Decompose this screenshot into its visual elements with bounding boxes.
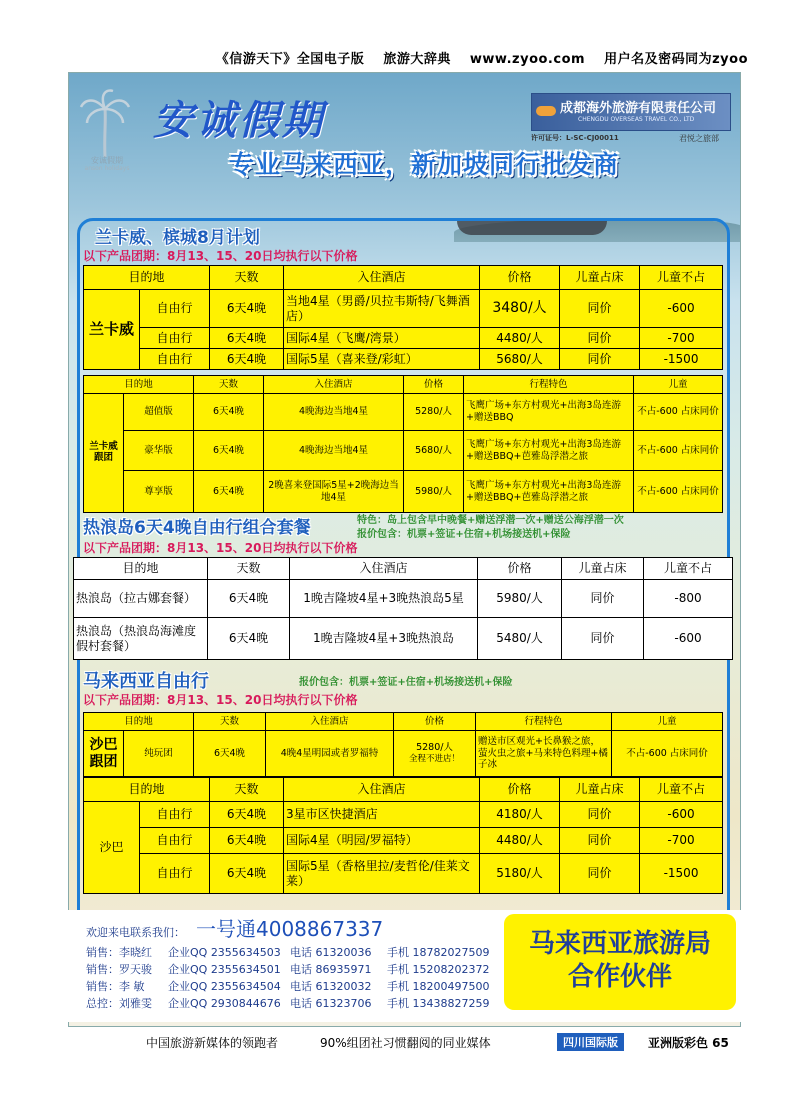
slogan: 专业马来西亚，新加坡同行批发商 bbox=[229, 150, 620, 179]
contact-mobile[interactable]: 手机 15208202372 bbox=[387, 963, 490, 976]
type-cell: 自由行 bbox=[140, 828, 210, 854]
header-cell: 入住酒店 bbox=[266, 713, 394, 731]
header-cell: 天数 bbox=[194, 713, 266, 731]
price-cell: 5680/人 bbox=[480, 349, 560, 370]
table-row bbox=[84, 828, 723, 854]
child-bed-cell: 同价 bbox=[562, 618, 644, 660]
contact-tel[interactable]: 电话 61323706 bbox=[290, 997, 372, 1010]
type-cell: 自由行 bbox=[140, 802, 210, 828]
days-cell: 6天4晚 bbox=[194, 731, 266, 777]
child-nobed-cell: -600 bbox=[644, 618, 733, 660]
price-value: 5280/人 bbox=[416, 742, 453, 754]
days-cell: 6天4晚 bbox=[210, 802, 284, 828]
hotel-cell: 4晚4星明园或者罗福特 bbox=[266, 731, 394, 777]
child-cell: 不占-600 占床同价 bbox=[612, 731, 723, 777]
header-cell: 价格 bbox=[480, 778, 560, 802]
feature-cell: 飞鹰广场+东方村观光+出海3岛连游+赠送BBQ+芭雅岛浮潜之旅 bbox=[464, 431, 634, 471]
destination-cell: 沙巴跟团 bbox=[84, 731, 124, 777]
partner-badge bbox=[504, 914, 736, 1010]
table-row bbox=[84, 854, 723, 894]
contact-row bbox=[86, 944, 489, 960]
palm-tree-icon bbox=[79, 87, 131, 157]
child-cell: 不占-600 占床同价 bbox=[634, 431, 723, 471]
magazine-title: 《信游天下》全国电子版 bbox=[215, 52, 365, 67]
price-cell: 5280/人 bbox=[404, 394, 464, 431]
feature-cell: 飞鹰广场+东方村观光+出海3岛连游+赠送BBQ+芭雅岛浮潜之旅 bbox=[464, 471, 634, 513]
header-cell: 入住酒店 bbox=[290, 558, 478, 580]
contact-role: 销售：罗天骏 bbox=[86, 963, 152, 976]
header-cell: 入住酒店 bbox=[264, 376, 404, 394]
header-cell: 入住酒店 bbox=[284, 266, 480, 290]
table-row bbox=[84, 431, 723, 471]
child-bed-cell: 同价 bbox=[562, 580, 644, 618]
sabah-group-table bbox=[83, 712, 723, 777]
contact-mobile[interactable]: 手机 18782027509 bbox=[387, 946, 490, 959]
header-cell: 天数 bbox=[210, 266, 284, 290]
contact-role: 总控：刘雅雯 bbox=[86, 997, 152, 1010]
table-header-row bbox=[84, 376, 723, 394]
header-cell: 价格 bbox=[480, 266, 560, 290]
table-row bbox=[74, 618, 733, 660]
header-cell: 天数 bbox=[194, 376, 264, 394]
child-cell: 不占-600 占床同价 bbox=[634, 471, 723, 513]
hotel-cell: 4晚海边当地4星 bbox=[264, 394, 404, 431]
contact-qq[interactable]: 企业QQ 2355634504 bbox=[168, 980, 281, 993]
table-row bbox=[84, 290, 723, 328]
type-cell: 纯玩团 bbox=[124, 731, 194, 777]
table-row bbox=[84, 394, 723, 431]
price-cell: 4480/人 bbox=[480, 328, 560, 349]
redang-table bbox=[73, 557, 733, 660]
agency-name: 成都海外旅游有限责任公司 bbox=[560, 101, 717, 116]
logo-caption: 安诚假期 bbox=[91, 156, 123, 165]
site-link[interactable]: www.zyoo.com bbox=[469, 52, 586, 67]
header-cell: 儿童占床 bbox=[562, 558, 644, 580]
contact-tel[interactable]: 电话 61320032 bbox=[290, 980, 372, 993]
section1-date-note: 以下产品团期：8月13、15、20日均执行以下价格 bbox=[83, 249, 358, 263]
hotel-cell: 3星市区快捷酒店 bbox=[284, 802, 480, 828]
child-bed-cell: 同价 bbox=[560, 802, 640, 828]
branch-name: 君悦之旅部 bbox=[679, 134, 719, 143]
header-cell: 儿童不占 bbox=[644, 558, 733, 580]
days-cell: 6天4晚 bbox=[208, 618, 290, 660]
days-cell: 6天4晚 bbox=[208, 580, 290, 618]
contact-row bbox=[86, 961, 489, 977]
type-cell: 自由行 bbox=[140, 290, 210, 328]
days-cell: 6天4晚 bbox=[194, 394, 264, 431]
brand-name: 安诚假期 bbox=[153, 97, 325, 144]
days-cell: 6天4晚 bbox=[210, 290, 284, 328]
top-banner bbox=[0, 48, 800, 67]
price-cell: 4180/人 bbox=[480, 802, 560, 828]
destination-cell: 沙巴 bbox=[84, 802, 140, 894]
days-cell: 6天4晚 bbox=[194, 431, 264, 471]
sabah-free-table bbox=[83, 777, 723, 894]
child-nobed-cell: -600 bbox=[640, 802, 723, 828]
child-bed-cell: 同价 bbox=[560, 349, 640, 370]
contact-row bbox=[86, 995, 489, 1011]
edition-badge: 四川国际版 bbox=[557, 1033, 624, 1051]
section2-date-note: 以下产品团期：8月13、15、20日均执行以下价格 bbox=[83, 541, 358, 555]
section-title-redang: 热浪岛6天4晚自由行组合套餐 bbox=[83, 518, 311, 538]
table-row bbox=[84, 731, 723, 777]
hotel-cell: 4晚海边当地4星 bbox=[264, 431, 404, 471]
header-cell: 儿童不占 bbox=[640, 266, 723, 290]
price-cell: 5680/人 bbox=[404, 431, 464, 471]
page-number: 亚洲版彩色 65 bbox=[648, 1036, 729, 1050]
partner-badge-line2: 合作伙伴 bbox=[567, 961, 672, 992]
section3-includes: 报价包含：机票+签证+住宿+机场接送机+保险 bbox=[299, 677, 513, 688]
advertisement-card bbox=[68, 72, 741, 1027]
header-cell: 目的地 bbox=[74, 558, 208, 580]
hotel-cell: 国际4星（飞鹰/湾景） bbox=[284, 328, 480, 349]
child-nobed-cell: -700 bbox=[640, 828, 723, 854]
header-cell: 目的地 bbox=[84, 266, 210, 290]
table-row bbox=[74, 580, 733, 618]
type-cell: 超值版 bbox=[124, 394, 194, 431]
header-cell: 行程特色 bbox=[464, 376, 634, 394]
feature-cell: 赠送市区观光+长鼻猴之旅，萤火虫之旅+马来特色料理+橘子冰 bbox=[476, 731, 612, 777]
days-cell: 6天4晚 bbox=[210, 349, 284, 370]
header-cell: 儿童不占 bbox=[640, 778, 723, 802]
header-cell: 天数 bbox=[210, 778, 284, 802]
table-header-row bbox=[84, 778, 723, 802]
agency-mark-icon bbox=[536, 106, 556, 116]
hotel-cell: 2晚喜来登国际5星+2晚海边当地4星 bbox=[264, 471, 404, 513]
type-cell: 自由行 bbox=[140, 854, 210, 894]
header-cell: 目的地 bbox=[84, 376, 194, 394]
table-row bbox=[84, 802, 723, 828]
contact-qq[interactable]: 企业QQ 2355634501 bbox=[168, 963, 281, 976]
partner-badge-line1: 马来西亚旅游局 bbox=[528, 929, 711, 959]
type-cell: 豪华版 bbox=[124, 431, 194, 471]
table-header-row bbox=[84, 266, 723, 290]
contact-role: 销售：李晓红 bbox=[86, 946, 152, 959]
agency-name-en: CHENGDU OVERSEAS TRAVEL CO., LTD bbox=[578, 116, 695, 123]
child-cell: 不占-600 占床同价 bbox=[634, 394, 723, 431]
header-cell: 价格 bbox=[478, 558, 562, 580]
contact-heading: 欢迎来电联系我们： bbox=[86, 926, 185, 939]
license-number: 许可证号：L-SC-CJ00011 bbox=[531, 134, 619, 142]
header-cell: 价格 bbox=[394, 713, 476, 731]
price-cell: 5180/人 bbox=[480, 854, 560, 894]
hotel-cell: 1晚吉隆坡4星+3晚热浪岛5星 bbox=[290, 580, 478, 618]
logo-caption-en: anson holidays bbox=[84, 165, 130, 172]
contact-role: 销售：李 敏 bbox=[86, 980, 145, 993]
header-cell: 目的地 bbox=[84, 713, 194, 731]
hotline-number[interactable]: 一号通4008867337 bbox=[196, 917, 384, 941]
destination-cell: 热浪岛（热浪岛海滩度假村套餐） bbox=[74, 618, 208, 660]
price-cell: 4480/人 bbox=[480, 828, 560, 854]
agency-logo bbox=[531, 93, 731, 131]
child-nobed-cell: -800 bbox=[644, 580, 733, 618]
days-cell: 6天4晚 bbox=[210, 828, 284, 854]
child-bed-cell: 同价 bbox=[560, 290, 640, 328]
destination-cell: 兰卡威 bbox=[84, 290, 140, 370]
header-cell: 儿童 bbox=[612, 713, 723, 731]
section3-date-note: 以下产品团期：8月13、15、20日均执行以下价格 bbox=[83, 693, 358, 707]
hotel-cell: 国际5星（喜来登/彩虹） bbox=[284, 349, 480, 370]
contact-mobile[interactable]: 手机 18200497500 bbox=[387, 980, 490, 993]
contact-qq[interactable]: 企业QQ 2930844676 bbox=[168, 997, 281, 1010]
contact-tel[interactable]: 电话 86935971 bbox=[290, 963, 372, 976]
table-header-row bbox=[74, 558, 733, 580]
feature-cell: 飞鹰广场+东方村观光+出海3岛连游+赠送BBQ bbox=[464, 394, 634, 431]
child-nobed-cell: -1500 bbox=[640, 349, 723, 370]
header-cell: 目的地 bbox=[84, 778, 210, 802]
destination-cell: 兰卡威跟团 bbox=[84, 394, 124, 513]
destination-cell: 热浪岛（拉古娜套餐） bbox=[74, 580, 208, 618]
price-cell: 5980/人 bbox=[478, 580, 562, 618]
price-cell: 5980/人 bbox=[404, 471, 464, 513]
type-cell: 自由行 bbox=[140, 349, 210, 370]
section2-includes: 报价包含：机票+签证+住宿+机场接送机+保险 bbox=[357, 529, 571, 540]
contact-qq[interactable]: 企业QQ 2355634503 bbox=[168, 946, 281, 959]
hotel-cell: 1晚吉隆坡4星+3晚热浪岛 bbox=[290, 618, 478, 660]
hotel-cell: 国际4星（明园/罗福特） bbox=[284, 828, 480, 854]
hotel-cell: 当地4星（男爵/贝拉韦斯特/飞舞酒店） bbox=[284, 290, 480, 328]
header-cell: 入住酒店 bbox=[284, 778, 480, 802]
header-cell: 儿童 bbox=[634, 376, 723, 394]
child-bed-cell: 同价 bbox=[560, 854, 640, 894]
type-cell: 自由行 bbox=[140, 328, 210, 349]
price-cell bbox=[394, 731, 476, 777]
child-nobed-cell: -600 bbox=[640, 290, 723, 328]
header-cell: 儿童占床 bbox=[560, 266, 640, 290]
type-cell: 尊享版 bbox=[124, 471, 194, 513]
table-row bbox=[84, 328, 723, 349]
days-cell: 6天4晚 bbox=[210, 328, 284, 349]
contact-mobile[interactable]: 手机 13438827259 bbox=[387, 997, 490, 1010]
footer-slogan-2: 90%组团社习惯翻阅的同业媒体 bbox=[320, 1036, 491, 1050]
langkawi-group-table bbox=[83, 375, 723, 513]
section-title-malaysia: 马来西亚自由行 bbox=[83, 671, 209, 692]
footer-slogan-1: 中国旅游新媒体的领跑者 bbox=[146, 1036, 279, 1050]
header-cell: 行程特色 bbox=[476, 713, 612, 731]
section2-feature: 特色：岛上包含早中晚餐+赠送浮潜一次+赠送公海浮潜一次 bbox=[357, 515, 624, 526]
encyclopedia-label: 旅游大辞典 bbox=[383, 52, 451, 67]
child-nobed-cell: -1500 bbox=[640, 854, 723, 894]
header-cell: 儿童占床 bbox=[560, 778, 640, 802]
header-cell: 价格 bbox=[404, 376, 464, 394]
price-note: 全程不进店！ bbox=[409, 754, 461, 765]
hotel-cell: 国际5星（香格里拉/麦哲伦/佳莱文莱） bbox=[284, 854, 480, 894]
table-row bbox=[84, 471, 723, 513]
child-bed-cell: 同价 bbox=[560, 328, 640, 349]
contact-tel[interactable]: 电话 61320036 bbox=[290, 946, 372, 959]
langkawi-free-table bbox=[83, 265, 723, 370]
table-row bbox=[84, 349, 723, 370]
header-cell: 天数 bbox=[208, 558, 290, 580]
child-bed-cell: 同价 bbox=[560, 828, 640, 854]
child-nobed-cell: -700 bbox=[640, 328, 723, 349]
table-header-row bbox=[84, 713, 723, 731]
price-cell: 5480/人 bbox=[478, 618, 562, 660]
contact-row bbox=[86, 978, 489, 994]
days-cell: 6天4晚 bbox=[210, 854, 284, 894]
section-title-langkawi: 兰卡威、槟城8月计划 bbox=[95, 228, 260, 248]
login-note: 用户名及密码同为zyoo bbox=[604, 52, 748, 67]
days-cell: 6天4晚 bbox=[194, 471, 264, 513]
price-cell: 3480/人 bbox=[480, 290, 560, 328]
